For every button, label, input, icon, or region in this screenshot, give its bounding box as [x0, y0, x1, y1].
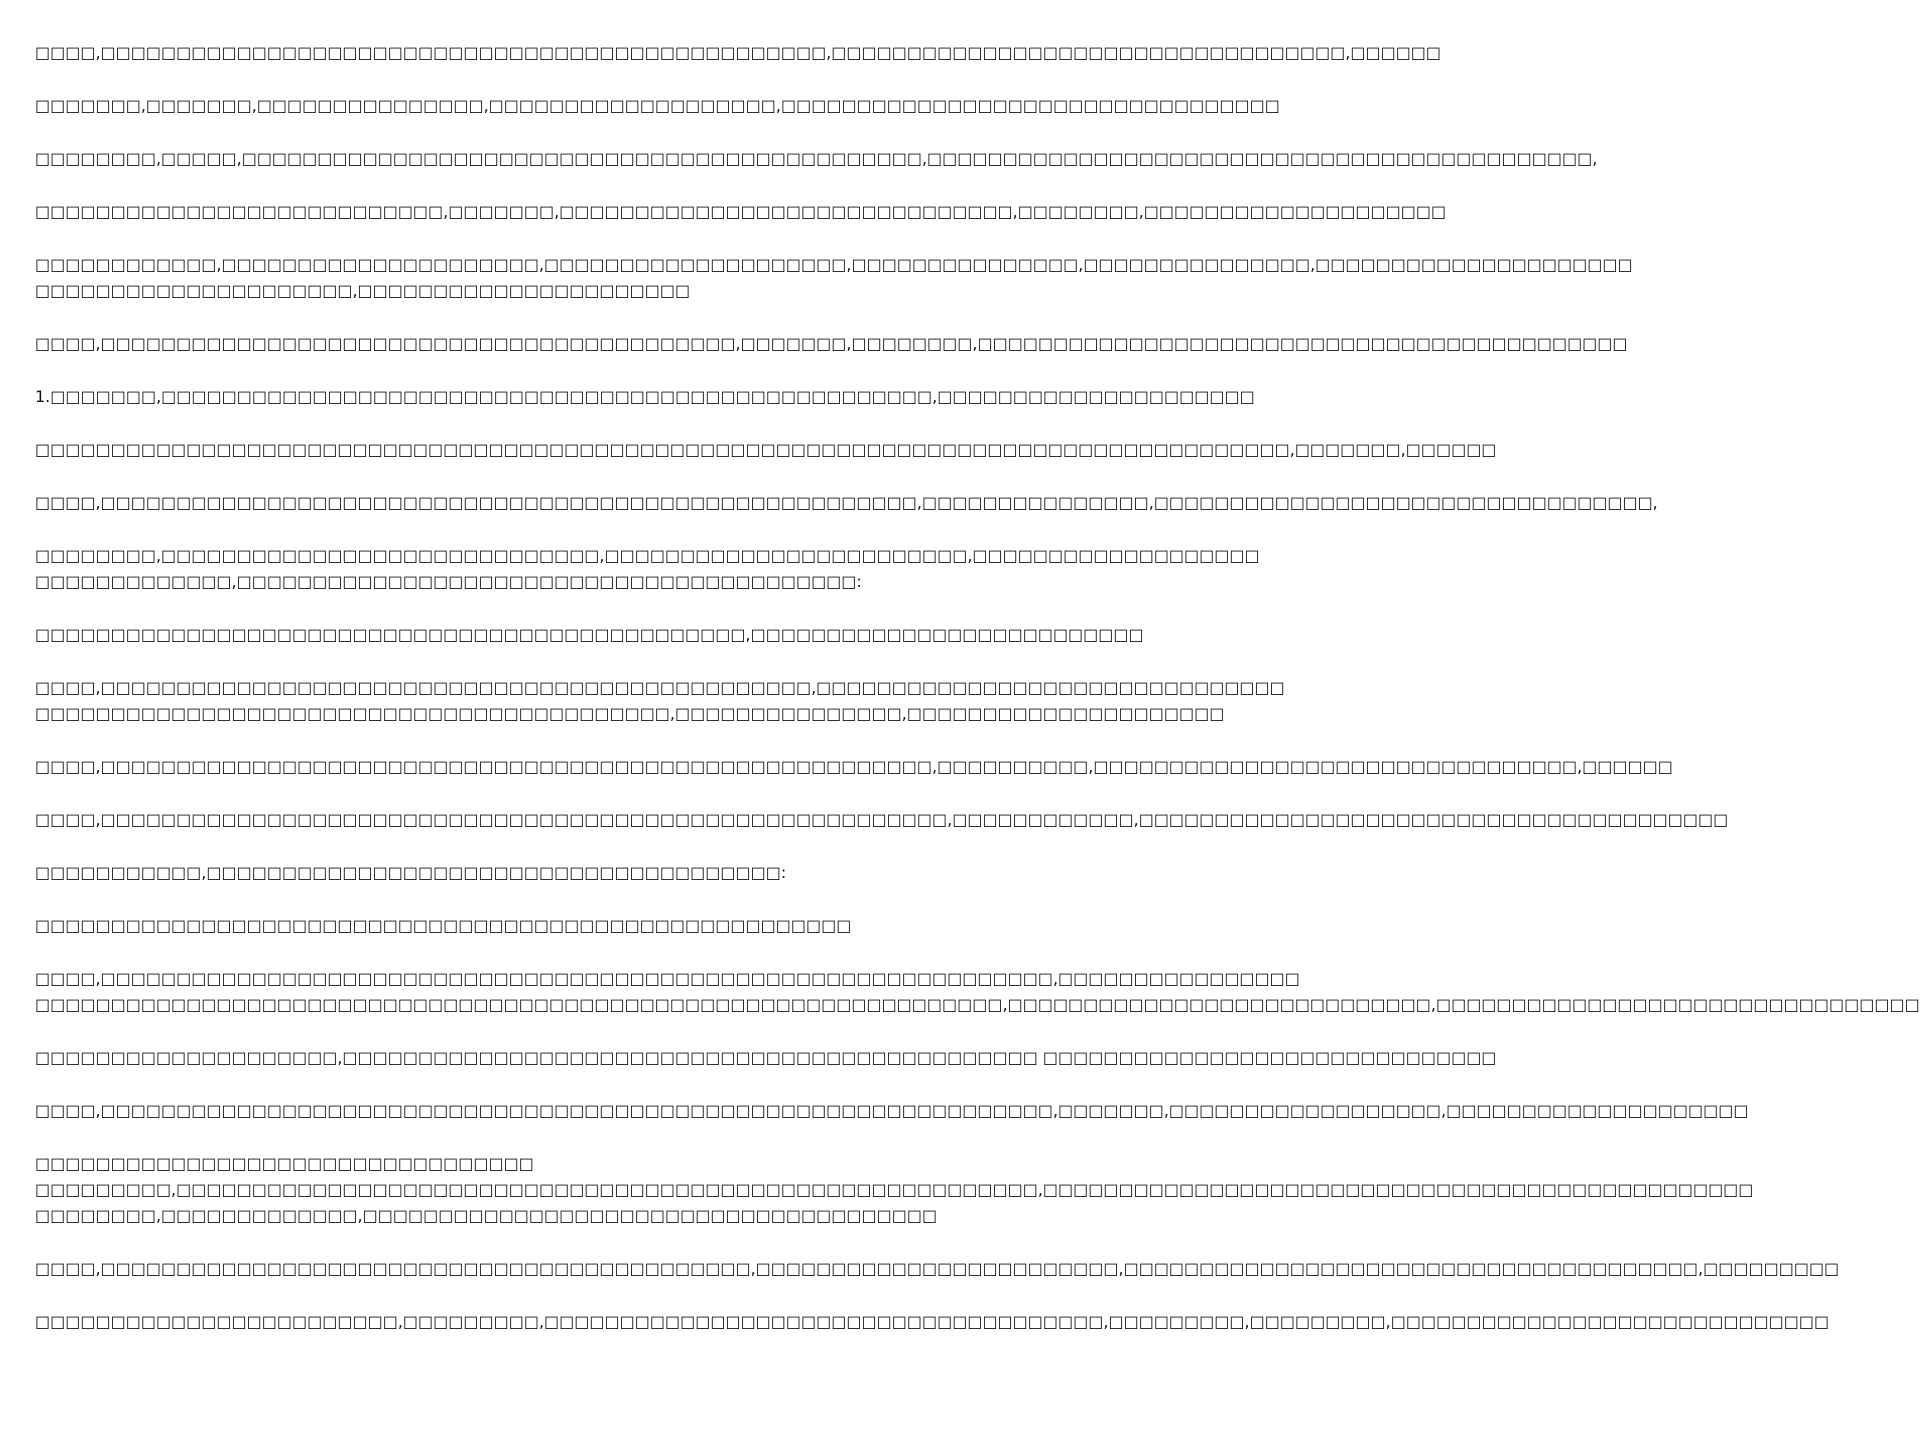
document-body [35, 40, 1920, 1362]
paragraph-5 [35, 252, 1633, 304]
paragraph-line: □□□□,□□□□□□□□□□□□□□□□□□□□□□□□□□□□□□□□□□□□□□□□□□,□□□□□□□,□□□□□□□□,□□□□□□□□□□□□□□□□□□□□□□□□□□□□□□□□□□□□□□□□□□□ [35, 334, 1628, 353]
paragraph-18 [35, 1045, 1497, 1071]
paragraph-line: □□□□,□□□□□□□□□□□□□□□□□□□□□□□□□□□□□□□□□□□□□□□□□□□□□□□□□□□□□□□□□□□□□□□,□□□□□□□,□□□□□□□□□□□□□□□□□□,□□□□□□□□□□□□□□□□□□□□ [35, 1101, 1749, 1120]
paragraph-10 [35, 543, 1260, 595]
paragraph-20 [35, 1151, 1754, 1229]
paragraph-17 [35, 966, 1920, 1018]
paragraph-6 [35, 331, 1628, 357]
paragraph-19 [35, 1098, 1749, 1124]
paragraph-line: □□□□,□□□□□□□□□□□□□□□□□□□□□□□□□□□□□□□□□□□□□□□□□□□□□□□,□□□□□□□□□□□□□□□□□□□□□□□□□□□□□□□ [35, 678, 1285, 697]
paragraph-line: □□□□□□□□,□□□□□,□□□□□□□□□□□□□□□□□□□□□□□□□□□□□□□□□□□□□□□□□□□□□,□□□□□□□□□□□□□□□□□□□□□□□□□□□□□□□□□□□□□□□□□□□□, [35, 149, 1598, 168]
paragraph-line: □□□□□□□□□□□□□,□□□□□□□□□□□□□□□□□□□□□□□□□□□□□□□□□□□□□□□□□: [35, 572, 862, 591]
paragraph-line: □□□□□□□□□□□□□□□□□□□□□□□□□□□,□□□□□□□,□□□□□□□□□□□□□□□□□□□□□□□□□□□□□□,□□□□□□□□,□□□□□□□□□□□□□□□□□□□□ [35, 202, 1447, 221]
paragraph-13 [35, 754, 1673, 780]
paragraph-line: □□□□,□□□□□□□□□□□□□□□□□□□□□□□□□□□□□□□□□□□□□□□□□□□□□□□□,□□□□□□□□□□□□□□□□□□□□□□□□□□□□□□□□□□,□□□□□□ [35, 43, 1442, 62]
paragraph-12 [35, 675, 1285, 727]
paragraph-line: □□□□□□□□□□□□,□□□□□□□□□□□□□□□□□□□□□,□□□□□□□□□□□□□□□□□□□□,□□□□□□□□□□□□□□□,□□□□□□□□□□□□□□□,□□□□□□□□□□□□□□□□□□□□□ [35, 255, 1633, 274]
paragraph-line: □□□□□□□□,□□□□□□□□□□□□□□□□□□□□□□□□□□□□□,□□□□□□□□□□□□□□□□□□□□□□□□,□□□□□□□□□□□□□□□□□□□ [35, 546, 1260, 565]
paragraph-line: □□□□□□□□□□□□□□□□□□□□□□□□□□□□□□□□□□□□□□□□□□□□□□□□□□□□□□ [35, 916, 852, 935]
paragraph-line: □□□□□□□□□□□□□□□□□□□□□□□□□□□□□□□□□□□□□□□□□□□□□□□□□□□□□□□□□□□□□□□□□□□□□□□□□□□□□□□□□□□,□□□□□□□,□□□□□□ [35, 440, 1497, 459]
paragraph-line: □□□□,□□□□□□□□□□□□□□□□□□□□□□□□□□□□□□□□□□□□□□□□□□□,□□□□□□□□□□□□□□□□□□□□□□□□,□□□□□□□□□□□□□□□□□□□□□□□□□□□□□□□□□□□□□□,□□□□□□□□□ [35, 1259, 1840, 1278]
paragraph-16 [35, 913, 990, 939]
paragraph-2 [35, 93, 1280, 119]
paragraph-line: □□□□□□□□□□□,□□□□□□□□□□□□□□□□□□□□□□□□□□□□□□□□□□□□□□: [35, 863, 787, 882]
paragraph-1 [35, 40, 1442, 66]
paragraph-line: □□□□□□□,□□□□□□□,□□□□□□□□□□□□□□□,□□□□□□□□□□□□□□□□□□□,□□□□□□□□□□□□□□□□□□□□□□□□□□□□□□□□□ [35, 96, 1280, 115]
paragraph-line: □□□□,□□□□□□□□□□□□□□□□□□□□□□□□□□□□□□□□□□□□□□□□□□□□□□□□□□□□□□□□,□□□□□□□□□□□□,□□□□□□□□□□□□□□□□□□□□□□□□□□□□□□□□□□□□□□□ [35, 810, 1729, 829]
paragraph-line: □□□□□□□□□,□□□□□□□□□□□□□□□□□□□□□□□□□□□□□□□□□□□□□□□□□□□□□□□□□□□□□□□□□,□□□□□□□□□□□□□□□□□□□□□□□□□□□□□□□□□□□□□□□□□□□□□□□ [35, 1180, 1754, 1199]
paragraph-3 [35, 146, 1598, 172]
paragraph-line: □□□□,□□□□□□□□□□□□□□□□□□□□□□□□□□□□□□□□□□□□□□□□□□□□□□□□□□□□□□□,□□□□□□□□□□,□□□□□□□□□□□□□□□□□□□□□□□□□□□□□□□□,□□□□□□ [35, 757, 1673, 776]
paragraph-line: □□□□□□□□□□□□□□□□□□□□□□□□□□□□□□□□□□□□□□□□□□□□□□□□□□□□□□□□□□□□□□□□,□□□□□□□□□□□□□□□□□□□□□□□□□□□□,□□□□□□□□□□□□□□□□□□□□□□□□□□□□□□□□ [35, 995, 1920, 1014]
paragraph-line: □□□□□□□□□□□□□□□□□□□□□□□□□□□□□□□□□□□□□□□□□□□□□□□,□□□□□□□□□□□□□□□□□□□□□□□□□□ [35, 625, 1144, 644]
paragraph-line: □□□□□□□□□□□□□□□□□□□□□□□□□□□□□□□□□□□□□□□□□□,□□□□□□□□□□□□□□□,□□□□□□□□□□□□□□□□□□□□□ [35, 704, 1225, 723]
paragraph-line: 1.□□□□□□□,□□□□□□□□□□□□□□□□□□□□□□□□□□□□□□□□□□□□□□□□□□□□□□□□□□□,□□□□□□□□□□□□□□□□□□□□□ [35, 387, 1255, 406]
paragraph-line: □□□□□□□□□□□□□□□□□□□□□,□□□□□□□□□□□□□□□□□□□□□□ [35, 281, 691, 300]
paragraph-line: □□□□□□□□□□□□□□□□□□□□□□□□□□□□□□□□□ [35, 1154, 534, 1173]
paragraph-8 [35, 437, 1497, 463]
paragraph-line: □□□□,□□□□□□□□□□□□□□□□□□□□□□□□□□□□□□□□□□□□□□□□□□□□□□□□□□□□□□,□□□□□□□□□□□□□□□,□□□□□□□□□□□□□□□□□□□□□□□□□□□□□□□□□, [35, 493, 1658, 512]
paragraph-14 [35, 807, 1729, 833]
paragraph-line: □□□□□□□□□□□□□□□□□□□□□□□□,□□□□□□□□□,□□□□□□□□□□□□□□□□□□□□□□□□□□□□□□□□□□□□□,□□□□□□□□□,□□□□□□□□□,□□□□□□□□□□□□□□□□□□□□□□□□□□□□□ [35, 1312, 1830, 1331]
paragraph-line: □□□□□□□□□□□□□□□□□□□□,□□□□□□□□□□□□□□□□□□□□□□□□□□□□□□□□□□□□□□□□□□□□□□ □□□□□□□□□□□□□□□□□□□□□□□□□□□□□□ [35, 1048, 1497, 1067]
paragraph-9 [35, 490, 1658, 516]
paragraph-21 [35, 1256, 1840, 1282]
paragraph-7 [35, 384, 1255, 410]
paragraph-4 [35, 199, 1447, 225]
paragraph-line: □□□□,□□□□□□□□□□□□□□□□□□□□□□□□□□□□□□□□□□□□□□□□□□□□□□□□□□□□□□□□□□□□□□□,□□□□□□□□□□□□□□□□ [35, 969, 1300, 988]
paragraph-22 [35, 1309, 1830, 1335]
paragraph-line: □□□□□□□□,□□□□□□□□□□□□□,□□□□□□□□□□□□□□□□□□□□□□□□□□□□□□□□□□□□□□ [35, 1206, 938, 1225]
paragraph-15 [35, 860, 990, 886]
paragraph-11 [35, 622, 1144, 648]
